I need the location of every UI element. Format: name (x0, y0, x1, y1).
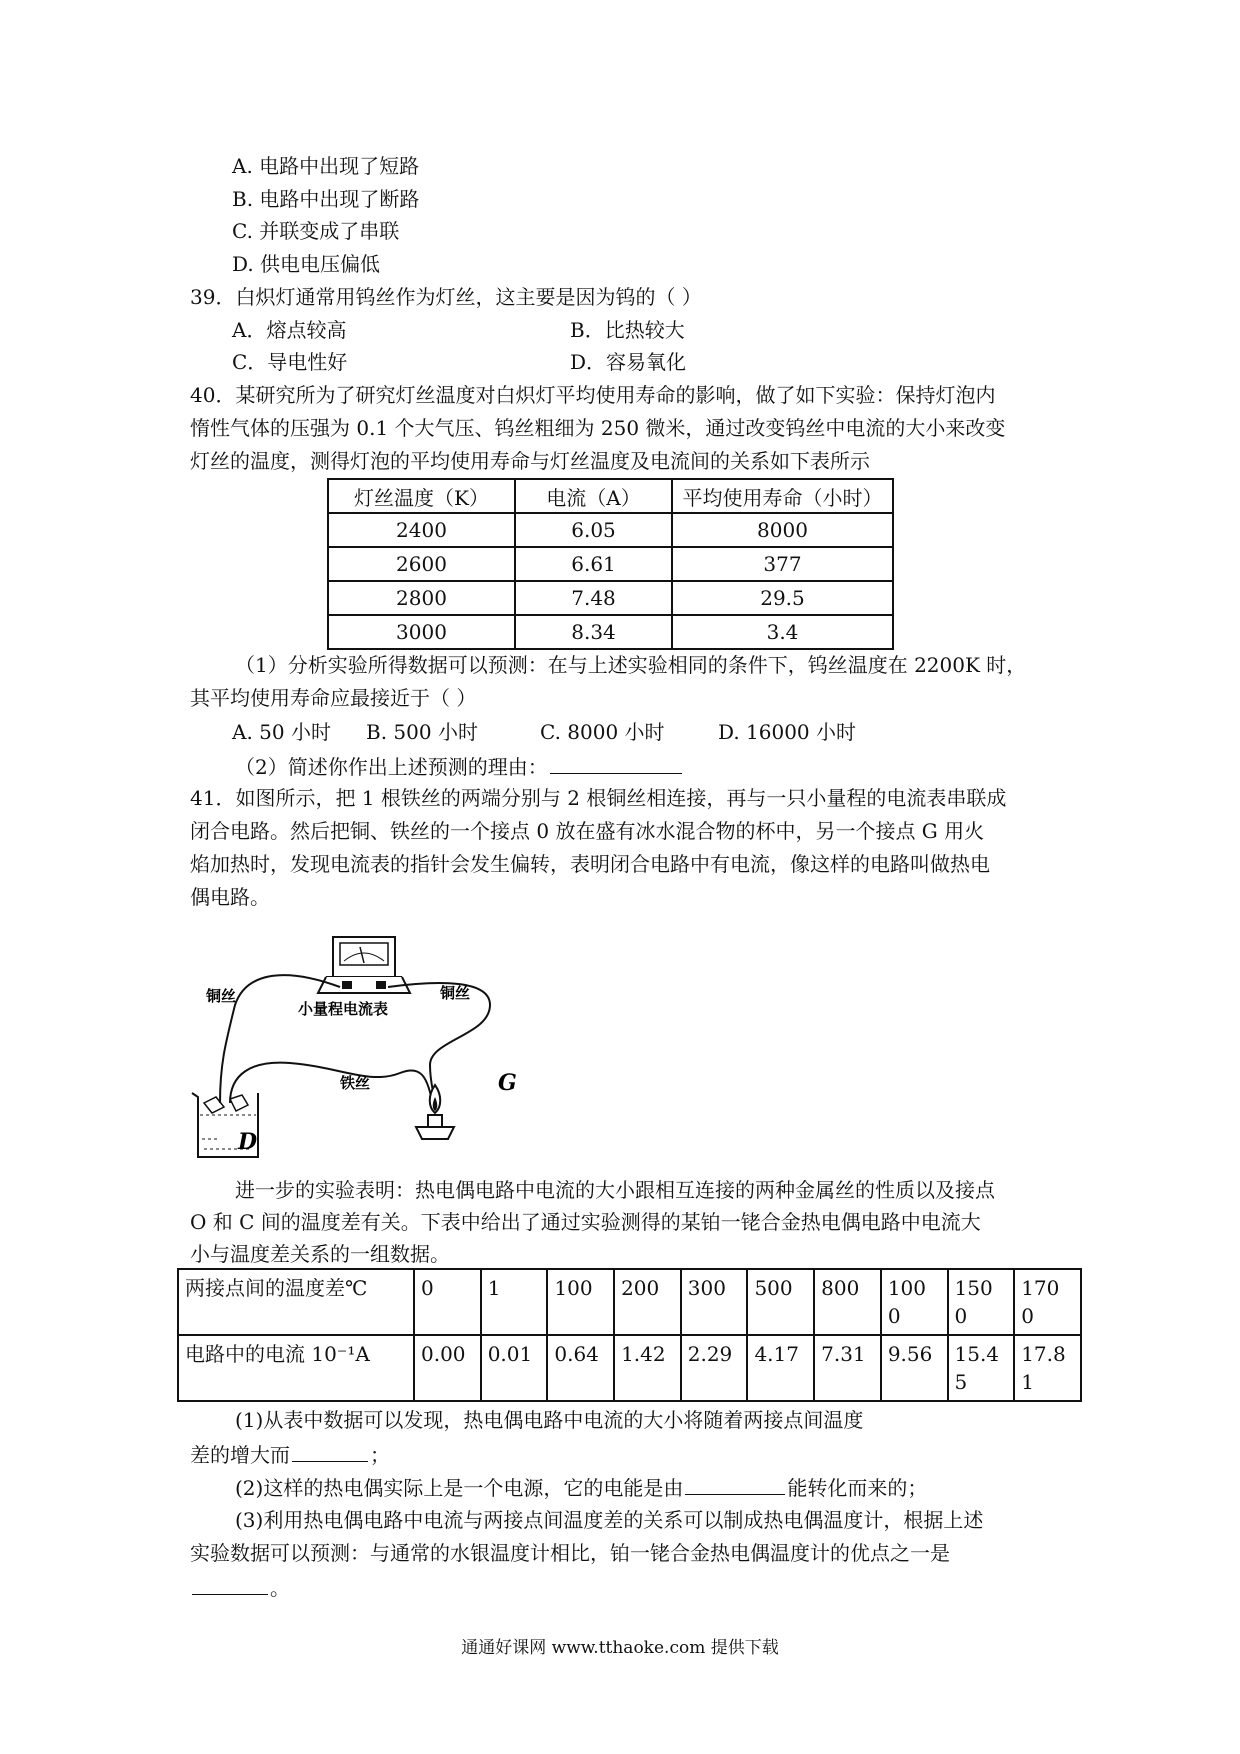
thermocouple-table (177, 1268, 1082, 1402)
table-cell: 17.8 1 (1014, 1335, 1081, 1401)
q41-stem-line-3: 焰加热时，发现电流表的指针会发生偏转，表明闭合电路中有电流，像这样的电路叫做热电 (190, 852, 990, 876)
q41-para-line-2: O 和 C 间的温度差有关。下表中给出了通过实验测得的某铂一铑合金热电偶电路中电流大 (190, 1210, 981, 1234)
table-cell: 9.56 (881, 1335, 948, 1401)
table-row (328, 547, 893, 581)
answer-blank[interactable] (685, 1472, 785, 1495)
table-cell: 377 (672, 547, 893, 581)
table-header-cell: 平均使用寿命（小时） (672, 479, 893, 513)
q41-sub1-text: 差的增大而 (190, 1443, 290, 1467)
table-cell: 300 (681, 1269, 748, 1335)
q39-stem: 39．白炽灯通常用钨丝作为灯丝，这主要是因为钨的（ ） (190, 285, 702, 309)
table-cell: 1.42 (614, 1335, 681, 1401)
q40-option-d: D. 16000 小时 (718, 720, 857, 744)
table-label-cell: 两接点间的温度差℃ (178, 1269, 414, 1335)
table-cell: 8000 (672, 513, 893, 547)
q39-option-c: C．导电性好 (232, 350, 348, 374)
table-header-row (328, 479, 893, 513)
iron-wire-label: 铁丝 (340, 1074, 371, 1092)
table-cell: 170 0 (1014, 1269, 1081, 1335)
q40-option-c: C. 8000 小时 (540, 720, 665, 744)
copper-wire-left-label: 铜丝 (206, 987, 237, 1005)
q41-stem-line-4: 偶电路。 (190, 885, 270, 909)
answer-blank[interactable] (292, 1439, 368, 1462)
q39-option-b: B．比热较大 (570, 318, 685, 342)
q40-option-b: B. 500 小时 (366, 720, 478, 744)
q38-option-c: C. 并联变成了串联 (232, 219, 400, 243)
thermocouple-figure (190, 925, 570, 1175)
q41-stem-line-2: 闭合电路。然后把铜、铁丝的一个接点 0 放在盛有冰水混合物的杯中，另一个接点 G 用火 (190, 819, 985, 843)
point-d-label: D (238, 1129, 258, 1155)
table-cell: 3.4 (672, 615, 893, 649)
table-cell: 2600 (328, 547, 515, 581)
q40-stem-line-3: 灯丝的温度，测得灯泡的平均使用寿命与灯丝温度及电流间的关系如下表所示 (190, 449, 870, 473)
table-cell: 0.64 (547, 1335, 614, 1401)
table-cell: 8.34 (515, 615, 672, 649)
q41-sub2-pre: (2)这样的热电偶实际上是一个电源，它的电能是由 (235, 1476, 684, 1500)
table-row (328, 513, 893, 547)
table-cell: 1 (481, 1269, 548, 1335)
table-cell: 7.48 (515, 581, 672, 615)
q41-sub2-post: 能转化而来的； (787, 1476, 928, 1500)
table-cell: 15.4 5 (948, 1335, 1015, 1401)
page-footer: 通通好课网 www.tthaoke.com 提供下载 (461, 1638, 779, 1658)
q41-para-line-3: 小与温度差关系的一组数据。 (190, 1242, 450, 1266)
table-cell: 2.29 (681, 1335, 748, 1401)
table-cell: 3000 (328, 615, 515, 649)
q40-sub2 (235, 751, 684, 781)
table-cell: 800 (814, 1269, 881, 1335)
ammeter-label: 小量程电流表 (298, 1000, 389, 1018)
q41-sub3-line-2: 实验数据可以预测：与通常的水银温度计相比，铂一铑合金热电偶温度计的优点之一是 (190, 1541, 950, 1565)
q41-sub3-line-1: (3)利用热电偶电路中电流与两接点间温度差的关系可以制成热电偶温度计，根据上述 (235, 1508, 984, 1532)
table-cell: 0.01 (481, 1335, 548, 1401)
q41-sub1-line-2 (190, 1439, 390, 1469)
q38-option-b: B. 电路中出现了断路 (232, 187, 420, 211)
table-row (328, 615, 893, 649)
table-header-cell: 电流（A） (515, 479, 672, 513)
q40-sub1-line-2: 其平均使用寿命应最接近于（ ） (190, 686, 477, 710)
table-cell: 4.17 (747, 1335, 814, 1401)
burner-icon (416, 1085, 454, 1139)
copper-wire-right-label: 铜丝 (440, 984, 471, 1002)
filament-table (327, 478, 894, 650)
q38-option-d: D. 供电电压偏低 (232, 252, 381, 276)
table-cell: 500 (747, 1269, 814, 1335)
q40-option-a: A. 50 小时 (232, 720, 331, 744)
table-cell: 100 (547, 1269, 614, 1335)
table-cell: 200 (614, 1269, 681, 1335)
q38-option-a: A. 电路中出现了短路 (232, 154, 420, 178)
q41-sub1-end: ； (370, 1443, 390, 1467)
q41-sub3-end: 。 (270, 1576, 290, 1600)
table-cell: 7.31 (814, 1335, 881, 1401)
q40-stem-line-2: 惰性气体的压强为 0.1 个大气压、钨丝粗细为 250 微米，通过改变钨丝中电流的大小来改变 (190, 416, 1006, 440)
point-g-label: G (498, 1070, 517, 1096)
table-cell: 2400 (328, 513, 515, 547)
answer-blank[interactable] (192, 1572, 268, 1595)
table-row (178, 1269, 1081, 1335)
table-header-cell: 灯丝温度（K） (328, 479, 515, 513)
table-cell: 150 0 (948, 1269, 1015, 1335)
q41-sub1-line-1: (1)从表中数据可以发现，热电偶电路中电流的大小将随着两接点间温度 (235, 1408, 864, 1432)
q40-sub2-text: （2）简述你作出上述预测的理由： (235, 755, 548, 779)
table-cell: 0 (414, 1269, 481, 1335)
q41-sub3-line-3 (190, 1572, 290, 1602)
q41-stem-line-1: 41．如图所示，把 1 根铁丝的两端分别与 2 根铜丝相连接，再与一只小量程的电流表串联成 (190, 786, 1007, 810)
answer-blank[interactable] (550, 751, 682, 774)
table-row (178, 1335, 1081, 1401)
q40-sub1-line-1: （1）分析实验所得数据可以预测：在与上述实验相同的条件下，钨丝温度在 2200K 时， (235, 653, 1027, 677)
table-cell: 6.05 (515, 513, 672, 547)
q39-option-d: D．容易氧化 (570, 350, 687, 374)
table-cell: 2800 (328, 581, 515, 615)
table-label-cell: 电路中的电流 10⁻¹A (178, 1335, 414, 1401)
q41-sub2 (235, 1472, 927, 1502)
table-cell: 100 0 (881, 1269, 948, 1335)
table-cell: 0.00 (414, 1335, 481, 1401)
q41-para-line-1: 进一步的实验表明：热电偶电路中电流的大小跟相互连接的两种金属丝的性质以及接点 (235, 1178, 995, 1202)
table-cell: 6.61 (515, 547, 672, 581)
table-row (328, 581, 893, 615)
q40-stem-line-1: 40．某研究所为了研究灯丝温度对白炽灯平均使用寿命的影响，做了如下实验：保持灯泡内 (190, 383, 996, 407)
table-cell: 29.5 (672, 581, 893, 615)
q39-option-a: A．熔点较高 (232, 318, 347, 342)
